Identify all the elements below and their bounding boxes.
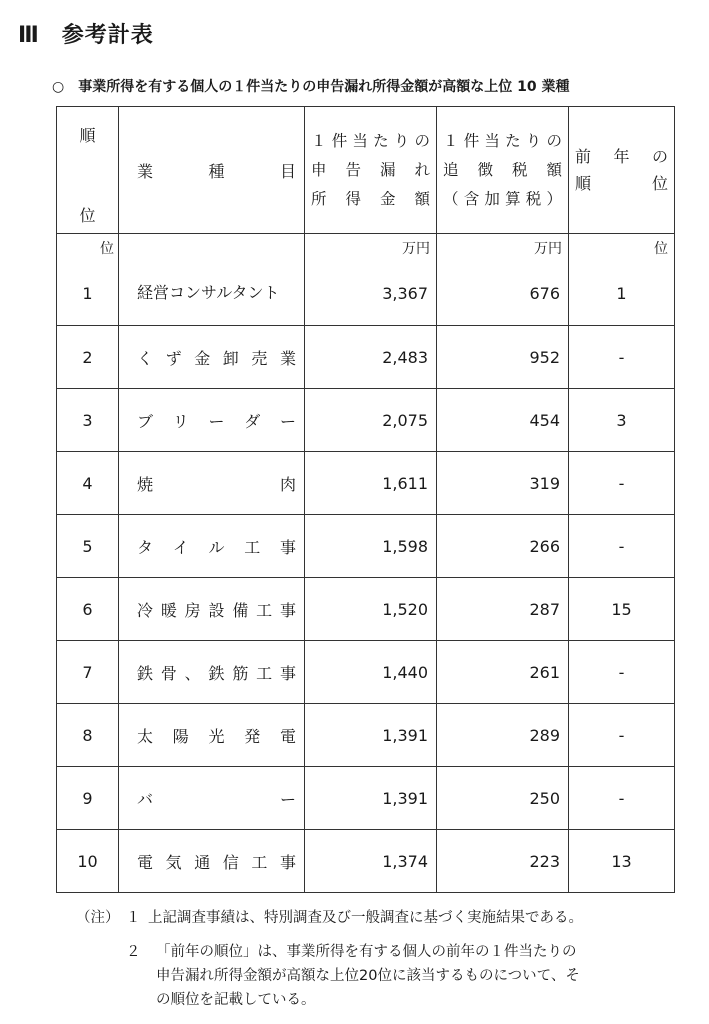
rank-cell — [57, 234, 119, 326]
amount-cell-value: 1,374 — [382, 851, 428, 871]
rank-cell-value: 8 — [82, 725, 93, 745]
amount-cell-value: 1,520 — [382, 599, 428, 619]
prev-rank-cell — [569, 389, 675, 452]
amount-cell-value: 2,483 — [382, 347, 428, 367]
table-row — [57, 389, 675, 452]
amount-cell — [305, 326, 437, 389]
header-industry-char: 目 — [279, 162, 296, 181]
industry-cell — [119, 326, 305, 389]
tax-cell — [437, 234, 569, 326]
rank-cell — [57, 641, 119, 704]
prev-rank-cell — [569, 515, 675, 578]
amount-cell — [305, 452, 437, 515]
notes-label: （注） — [76, 910, 120, 926]
table-row — [57, 578, 675, 641]
industry-char: 工 — [244, 537, 261, 557]
circle-bullet-icon: ○ — [52, 79, 65, 95]
amount-cell — [305, 578, 437, 641]
industry-char: リ — [172, 411, 189, 431]
prev-rank-cell-value: 1 — [616, 284, 627, 303]
rank-cell-value: 4 — [82, 473, 93, 493]
note-1 — [76, 906, 676, 930]
prev-rank-cell — [569, 578, 675, 641]
industry-char: 房 — [184, 600, 201, 620]
top10-industries-table — [56, 106, 675, 893]
note-1-text: 上記調査事績は、特別調査及び一般調査に基づく実施結果である。 — [148, 910, 583, 926]
section-number: Ⅲ — [18, 23, 40, 48]
table-row — [57, 767, 675, 830]
amount-cell-value: 3,367 — [382, 284, 428, 303]
industry-char: 発 — [244, 726, 261, 746]
unit-label: 位 — [654, 241, 668, 257]
header-tax — [437, 107, 569, 234]
tax-cell-value: 266 — [529, 536, 560, 556]
industry-char: 事 — [279, 663, 296, 683]
table-row — [57, 704, 675, 767]
industry-char: 経営コンサルタント — [137, 283, 280, 302]
tax-cell — [437, 515, 569, 578]
prev-rank-cell-value: - — [618, 662, 625, 682]
table-caption — [52, 76, 569, 96]
industry-char: 焼 — [137, 474, 154, 494]
table-caption-text: 事業所得を有する個人の１件当たりの申告漏れ所得金額が高額な上位 10 業種 — [78, 79, 570, 95]
prev-rank-cell — [569, 641, 675, 704]
tax-cell-value: 287 — [529, 599, 560, 619]
tax-cell — [437, 578, 569, 641]
tax-cell — [437, 389, 569, 452]
industry-char: 電 — [279, 726, 296, 746]
industry-char: 事 — [279, 600, 296, 620]
tax-cell-value: 454 — [529, 410, 560, 430]
rank-cell-value: 2 — [82, 347, 93, 367]
industry-char: 売 — [251, 348, 268, 368]
tax-cell — [437, 830, 569, 893]
header-amount — [305, 107, 437, 234]
header-tax-line: 追 徴 税 額 — [443, 161, 562, 179]
prev-rank-cell-value: - — [618, 725, 625, 745]
industry-cell — [119, 389, 305, 452]
table-row — [57, 234, 675, 326]
industry-char: 工 — [251, 852, 268, 872]
amount-cell — [305, 767, 437, 830]
amount-cell-value: 1,440 — [382, 662, 428, 682]
tax-cell-value: 952 — [529, 347, 560, 367]
table-row — [57, 452, 675, 515]
industry-cell — [119, 704, 305, 767]
rank-cell — [57, 830, 119, 893]
industry-char: 、 — [184, 663, 201, 683]
industry-char: ダ — [244, 411, 261, 431]
amount-cell — [305, 704, 437, 767]
amount-cell-value: 2,075 — [382, 410, 428, 430]
prev-rank-cell-value: 3 — [616, 410, 627, 430]
amount-cell-value: 1,611 — [382, 473, 428, 493]
header-industry — [119, 107, 305, 234]
industry-char: 卸 — [222, 348, 239, 368]
section-title-text: 参考計表 — [61, 23, 154, 48]
note-2 — [76, 940, 676, 1012]
rank-cell — [57, 767, 119, 830]
industry-char: 暖 — [160, 600, 177, 620]
unit-label: 位 — [100, 241, 114, 257]
industry-char: 業 — [279, 348, 296, 368]
table-row — [57, 326, 675, 389]
industry-char: ブ — [137, 411, 154, 431]
industry-cell — [119, 767, 305, 830]
header-amount-line: 申 告 漏 れ — [311, 161, 430, 179]
tax-cell — [437, 452, 569, 515]
note-2-line: 「前年の順位」は、事業所得を有する個人の前年の１件当たりの — [156, 944, 577, 960]
industry-char: 光 — [208, 726, 225, 746]
industry-char: 信 — [222, 852, 239, 872]
industry-char: 骨 — [160, 663, 177, 683]
prev-rank-cell — [569, 234, 675, 326]
rank-cell-value: 6 — [82, 599, 93, 619]
industry-char: ー — [279, 789, 296, 809]
note-2-number: ２ — [126, 944, 141, 960]
table-row — [57, 830, 675, 893]
tax-cell — [437, 767, 569, 830]
amount-cell — [305, 830, 437, 893]
table-header-row — [57, 107, 675, 234]
industry-char: 工 — [256, 600, 273, 620]
industry-char: イ — [172, 537, 189, 557]
tax-cell-value: 289 — [529, 725, 560, 745]
amount-cell — [305, 389, 437, 452]
industry-char: 事 — [279, 537, 296, 557]
section-title — [18, 18, 154, 49]
header-tax-line: １件当たりの — [443, 132, 562, 150]
notes — [76, 906, 676, 1012]
rank-cell — [57, 326, 119, 389]
prev-rank-cell-value: - — [618, 788, 625, 808]
header-amount-line: 所 得 金 額 — [311, 190, 430, 208]
industry-char: 冷 — [137, 600, 154, 620]
amount-cell — [305, 515, 437, 578]
tax-cell — [437, 326, 569, 389]
industry-cell — [119, 515, 305, 578]
rank-cell-value: 5 — [82, 536, 93, 556]
rank-cell — [57, 704, 119, 767]
rank-cell — [57, 452, 119, 515]
prev-rank-cell — [569, 452, 675, 515]
header-prev-line2b: 位 — [651, 174, 668, 193]
industry-char: 工 — [256, 663, 273, 683]
header-rank-top: 順 — [79, 126, 96, 145]
industry-char: 設 — [208, 600, 225, 620]
industry-cell — [119, 234, 305, 326]
industry-cell — [119, 641, 305, 704]
industry-char: 気 — [165, 852, 182, 872]
amount-cell-value: 1,391 — [382, 788, 428, 808]
tax-cell — [437, 704, 569, 767]
industry-char: ル — [208, 537, 225, 557]
table-row — [57, 515, 675, 578]
tax-cell-value: 250 — [529, 788, 560, 808]
industry-char: 太 — [137, 726, 154, 746]
industry-cell — [119, 578, 305, 641]
prev-rank-cell-value: 13 — [611, 851, 632, 871]
industry-char: ず — [165, 348, 182, 368]
industry-char: バ — [137, 789, 154, 809]
industry-char: 肉 — [279, 474, 296, 494]
amount-cell-value: 1,391 — [382, 725, 428, 745]
prev-rank-cell — [569, 767, 675, 830]
industry-cell — [119, 830, 305, 893]
header-amount-line: １件当たりの — [311, 132, 430, 150]
rank-cell — [57, 578, 119, 641]
header-industry-char: 業 — [137, 162, 154, 181]
note-2-line: の順位を記載している。 — [156, 992, 316, 1008]
prev-rank-cell — [569, 704, 675, 767]
rank-cell-value: 3 — [82, 410, 93, 430]
industry-char: 備 — [232, 600, 249, 620]
tax-cell-value: 676 — [529, 284, 560, 303]
header-rank-bottom: 位 — [79, 206, 96, 225]
rank-cell — [57, 389, 119, 452]
note-1-number: １ — [126, 910, 141, 926]
unit-label: 万円 — [534, 241, 562, 257]
industry-char: ー — [279, 411, 296, 431]
note-2-line: 申告漏れ所得金額が高額な上位20位に該当するものについて、そ — [156, 968, 580, 984]
prev-rank-cell-value: 15 — [611, 599, 632, 619]
tax-cell-value: 319 — [529, 473, 560, 493]
header-tax-line: （含加算税） — [443, 190, 562, 208]
rank-cell — [57, 515, 119, 578]
header-rank — [57, 107, 119, 234]
industry-char: 鉄 — [137, 663, 154, 683]
header-prev-line2a: 順 — [575, 174, 592, 193]
industry-char: 電 — [137, 852, 154, 872]
industry-char: 通 — [194, 852, 211, 872]
header-prev-rank — [569, 107, 675, 234]
prev-rank-cell — [569, 830, 675, 893]
header-industry-char: 種 — [208, 162, 225, 181]
header-prev-line1: 前 年 の — [575, 147, 668, 166]
unit-label: 万円 — [402, 241, 430, 257]
tax-cell-value: 261 — [529, 662, 560, 682]
table-row — [57, 641, 675, 704]
rank-cell-value: 1 — [82, 284, 93, 303]
amount-cell — [305, 234, 437, 326]
industry-char: タ — [137, 537, 154, 557]
prev-rank-cell-value: - — [618, 473, 625, 493]
prev-rank-cell-value: - — [618, 347, 625, 367]
industry-char: 鉄 — [208, 663, 225, 683]
amount-cell — [305, 641, 437, 704]
rank-cell-value: 9 — [82, 788, 93, 808]
tax-cell-value: 223 — [529, 851, 560, 871]
prev-rank-cell — [569, 326, 675, 389]
tax-cell — [437, 641, 569, 704]
industry-char: く — [137, 348, 154, 368]
industry-char: ー — [208, 411, 225, 431]
industry-char: 金 — [194, 348, 211, 368]
industry-cell — [119, 452, 305, 515]
rank-cell-value: 7 — [82, 662, 93, 682]
amount-cell-value: 1,598 — [382, 536, 428, 556]
rank-cell-value: 10 — [77, 851, 98, 871]
industry-char: 陽 — [172, 726, 189, 746]
industry-char: 事 — [279, 852, 296, 872]
industry-char: 筋 — [232, 663, 249, 683]
prev-rank-cell-value: - — [618, 536, 625, 556]
